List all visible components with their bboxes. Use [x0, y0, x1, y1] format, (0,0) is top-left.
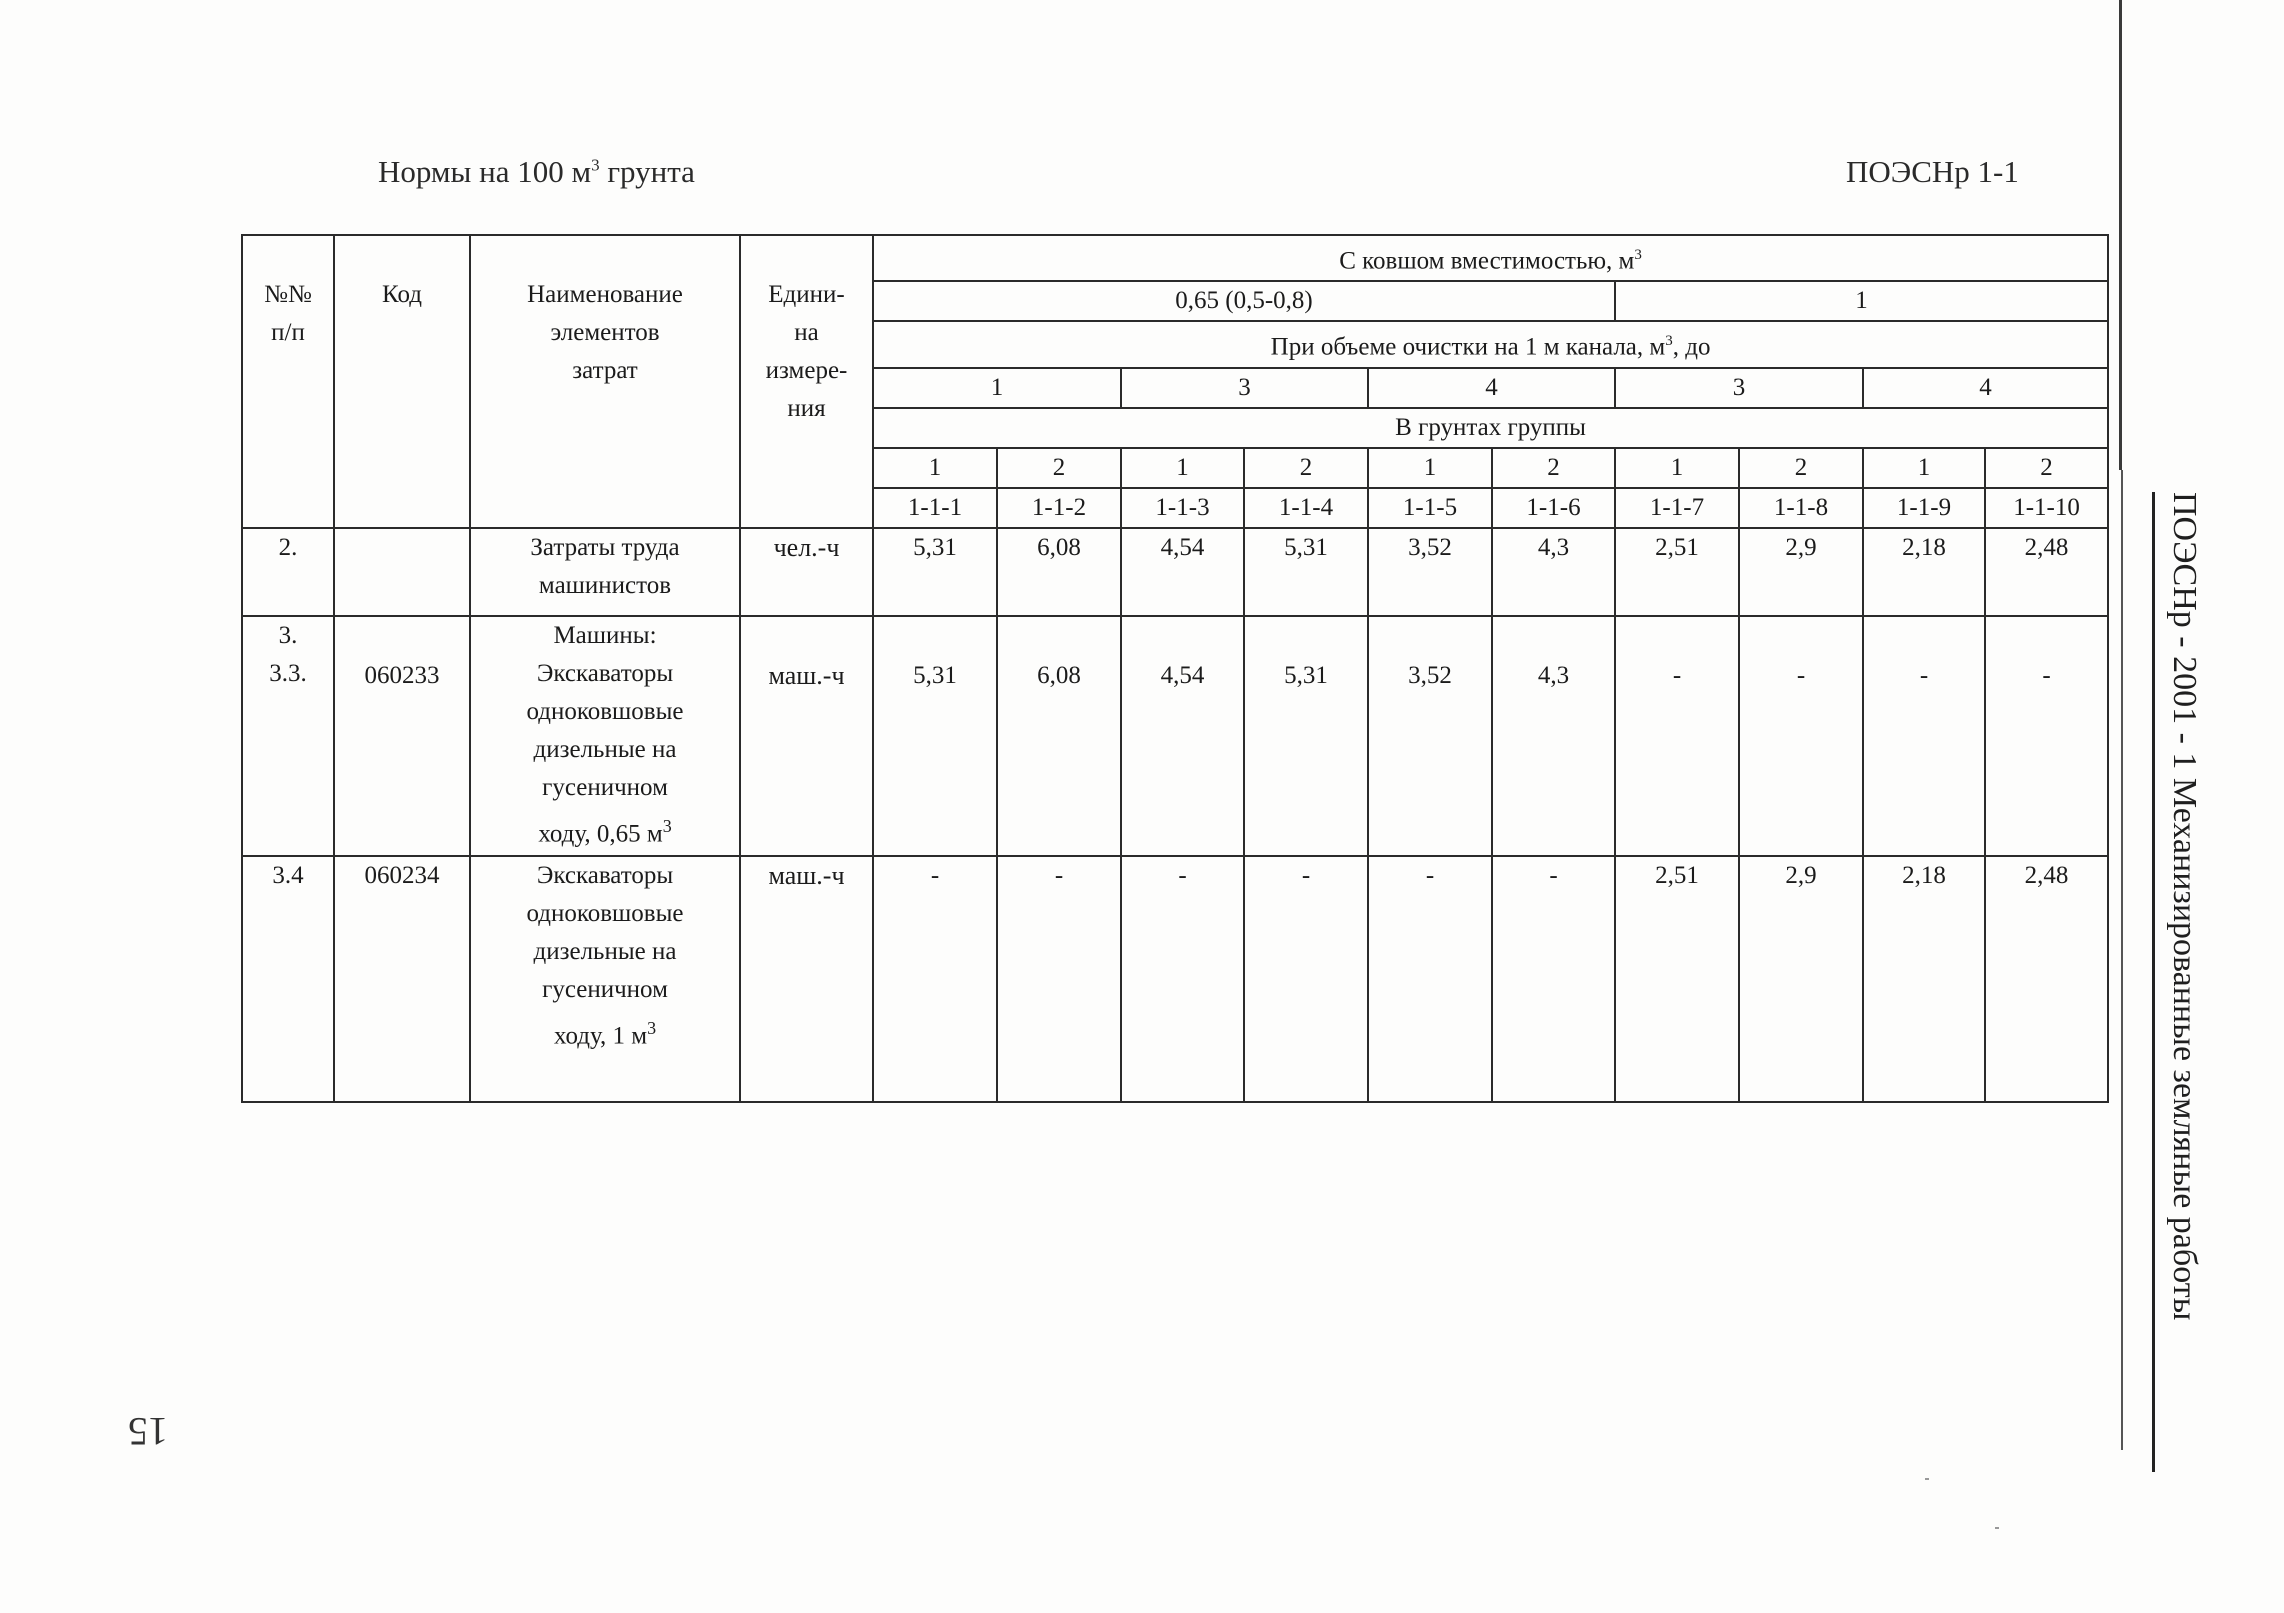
norm-code-heading: 1-1-3 — [1121, 488, 1244, 528]
scan-speck — [1925, 1478, 1929, 1480]
norm-code-heading: 1-1-10 — [1985, 488, 2108, 528]
row-value: 2,18 — [1863, 528, 1985, 616]
row-num-line: 3.3. — [269, 659, 307, 687]
header-unit-line: на — [794, 319, 819, 346]
norm-code-heading: 1-1-2 — [997, 488, 1121, 528]
page-edge-line — [2119, 0, 2122, 470]
row-value — [1615, 616, 1739, 856]
row-name-line: одноковшовые — [526, 899, 684, 927]
norm-code-heading: 1-1-8 — [1739, 488, 1863, 528]
row-value: 6,08 — [997, 528, 1121, 616]
row-value: 2,18 — [1863, 856, 1985, 1102]
group-heading: 2 — [1985, 448, 2108, 488]
group-heading: 1 — [1615, 448, 1739, 488]
group-heading: 1 — [1368, 448, 1492, 488]
table-row — [242, 528, 2108, 616]
row-value-text: 3,52 — [1408, 661, 1452, 689]
row-value: 2,51 — [1615, 528, 1739, 616]
volume-heading: 3 — [1615, 368, 1863, 408]
group-heading: 2 — [1244, 448, 1368, 488]
row-value-text: 4,3 — [1537, 661, 1570, 689]
group-heading: 2 — [997, 448, 1121, 488]
row-value: 4,3 — [1492, 528, 1615, 616]
row-value — [997, 616, 1121, 856]
cleaning-heading-text: При объеме очистки на 1 м канала, м — [1270, 333, 1666, 361]
row-value: - — [1121, 856, 1244, 1102]
table-row — [242, 616, 2108, 856]
header-name-line: Наименование — [527, 281, 683, 308]
cleaning-heading-tail: , до — [1672, 333, 1711, 361]
row-value: 2,48 — [1985, 528, 2108, 616]
group-heading: 2 — [1492, 448, 1615, 488]
volume-heading: 4 — [1368, 368, 1615, 408]
row-name-line: Экскаваторы — [536, 861, 674, 889]
row-code-text: 060233 — [364, 661, 440, 689]
row-value-text: - — [1919, 661, 1929, 689]
norm-code-heading: 1-1-7 — [1615, 488, 1739, 528]
page-edge-line — [2121, 470, 2123, 1450]
row-num — [242, 616, 334, 856]
row-value-text: - — [1796, 661, 1806, 689]
page-number: 15 — [128, 1409, 168, 1454]
row-value — [1492, 616, 1615, 856]
bucket-a-heading: 0,65 (0,5-0,8) — [873, 281, 1615, 321]
group-heading: 2 — [1739, 448, 1863, 488]
document-code: ПОЭСНр 1-1 — [1846, 154, 2019, 189]
header-name-line: затрат — [572, 357, 638, 384]
row-value: 4,54 — [1121, 528, 1244, 616]
row-value-text: 5,31 — [1284, 661, 1328, 689]
row-value-text: - — [2042, 661, 2051, 689]
row-code: 060234 — [334, 856, 470, 1102]
group-heading: 1 — [1863, 448, 1985, 488]
row-name-line — [471, 1009, 739, 1055]
norm-code-heading: 1-1-6 — [1492, 488, 1615, 528]
row-name-line: дизельные на — [533, 937, 677, 965]
row-name — [470, 616, 740, 856]
soil-group-heading: В грунтах группы — [873, 408, 2108, 448]
row-num: 2. — [242, 528, 334, 616]
norms-header-text: Нормы на 100 м — [378, 154, 592, 189]
bucket-capacity-heading — [873, 235, 2108, 281]
row-name-line: гусеничном — [542, 975, 668, 1003]
cleaning-volume-heading — [873, 321, 2108, 367]
header-unit-line: Едини- — [768, 281, 845, 308]
row-code — [334, 616, 470, 856]
header-unit-cell — [740, 235, 873, 528]
norm-code-heading: 1-1-5 — [1368, 488, 1492, 528]
norm-code-heading: 1-1-4 — [1244, 488, 1368, 528]
row-unit — [740, 616, 873, 856]
row-value — [1739, 616, 1863, 856]
row-name-line: Экскаваторы — [536, 659, 674, 687]
header-unit-line: ния — [787, 395, 826, 422]
bucket-heading-text: С ковшом вместимостью, м — [1339, 247, 1635, 275]
row-num: 3.4 — [242, 856, 334, 1102]
volume-heading: 3 — [1121, 368, 1368, 408]
norms-header-sup: 3 — [591, 155, 600, 175]
row-unit: маш.-ч — [740, 856, 873, 1102]
row-name — [470, 856, 740, 1102]
row-value — [1121, 616, 1244, 856]
row-value-text: 6,08 — [1037, 661, 1081, 689]
header-code-cell — [334, 235, 470, 528]
header-name-line: элементов — [550, 319, 660, 346]
norm-code-heading: 1-1-9 — [1863, 488, 1985, 528]
row-value: - — [1492, 856, 1615, 1102]
row-name-line: Затраты труда — [530, 533, 680, 561]
side-section-label: ПОЭСНр - 2001 - 1 Механизированные земляные работы — [2152, 492, 2203, 1472]
header-name-cell — [470, 235, 740, 528]
header-row-1 — [242, 235, 2108, 281]
group-heading: 1 — [1121, 448, 1244, 488]
row-value: - — [873, 856, 997, 1102]
row-value — [1244, 616, 1368, 856]
header-code: Код — [382, 281, 422, 308]
row-name-line: машинистов — [538, 571, 672, 599]
row-value: - — [1244, 856, 1368, 1102]
row-value — [1863, 616, 1985, 856]
row-value: - — [997, 856, 1121, 1102]
row-value: 2,9 — [1739, 856, 1863, 1102]
row-name-line — [471, 807, 739, 853]
row-name-line: дизельные на — [533, 735, 677, 763]
row-value-text: 4,54 — [1160, 661, 1205, 689]
scan-speck — [1995, 1527, 1999, 1529]
row-name-text: ходу, 0,65 м — [538, 819, 663, 847]
row-value-text: 5,31 — [913, 661, 957, 689]
norms-header-tail: грунта — [599, 154, 695, 189]
volume-heading: 4 — [1863, 368, 2108, 408]
norms-table — [241, 234, 2109, 1103]
row-value — [1985, 616, 2108, 856]
bucket-b-heading: 1 — [1615, 281, 2108, 321]
row-unit: чел.-ч — [740, 528, 873, 616]
norms-header — [378, 154, 695, 190]
row-num-line: 3. — [278, 621, 298, 649]
norm-code-heading: 1-1-1 — [873, 488, 997, 528]
row-value: 2,9 — [1739, 528, 1863, 616]
row-unit-text: маш.-ч — [768, 660, 845, 690]
row-value-text: - — [1672, 661, 1682, 689]
row-name-line: одноковшовые — [526, 697, 684, 725]
row-value: 5,31 — [873, 528, 997, 616]
row-name-sup: 3 — [662, 815, 672, 836]
row-value: 2,48 — [1985, 856, 2108, 1102]
volume-heading: 1 — [873, 368, 1121, 408]
bucket-heading-sup: 3 — [1634, 247, 1642, 263]
row-value: 3,52 — [1368, 528, 1492, 616]
row-value — [873, 616, 997, 856]
header-num: №№ п/п — [264, 281, 312, 346]
row-value: - — [1368, 856, 1492, 1102]
group-heading: 1 — [873, 448, 997, 488]
header-unit-line: измере- — [765, 357, 848, 384]
row-name-sup: 3 — [647, 1017, 657, 1038]
row-name-text: ходу, 1 м — [553, 1021, 648, 1049]
row-name-line: Машины: — [553, 621, 657, 649]
row-value: 5,31 — [1244, 528, 1368, 616]
row-name — [470, 528, 740, 616]
table-row — [242, 856, 2108, 1102]
row-value: 2,51 — [1615, 856, 1739, 1102]
header-num-cell — [242, 235, 334, 528]
row-value — [1368, 616, 1492, 856]
cleaning-heading-sup: 3 — [1665, 333, 1673, 350]
row-code — [334, 528, 470, 616]
row-name-line: гусеничном — [542, 773, 668, 801]
